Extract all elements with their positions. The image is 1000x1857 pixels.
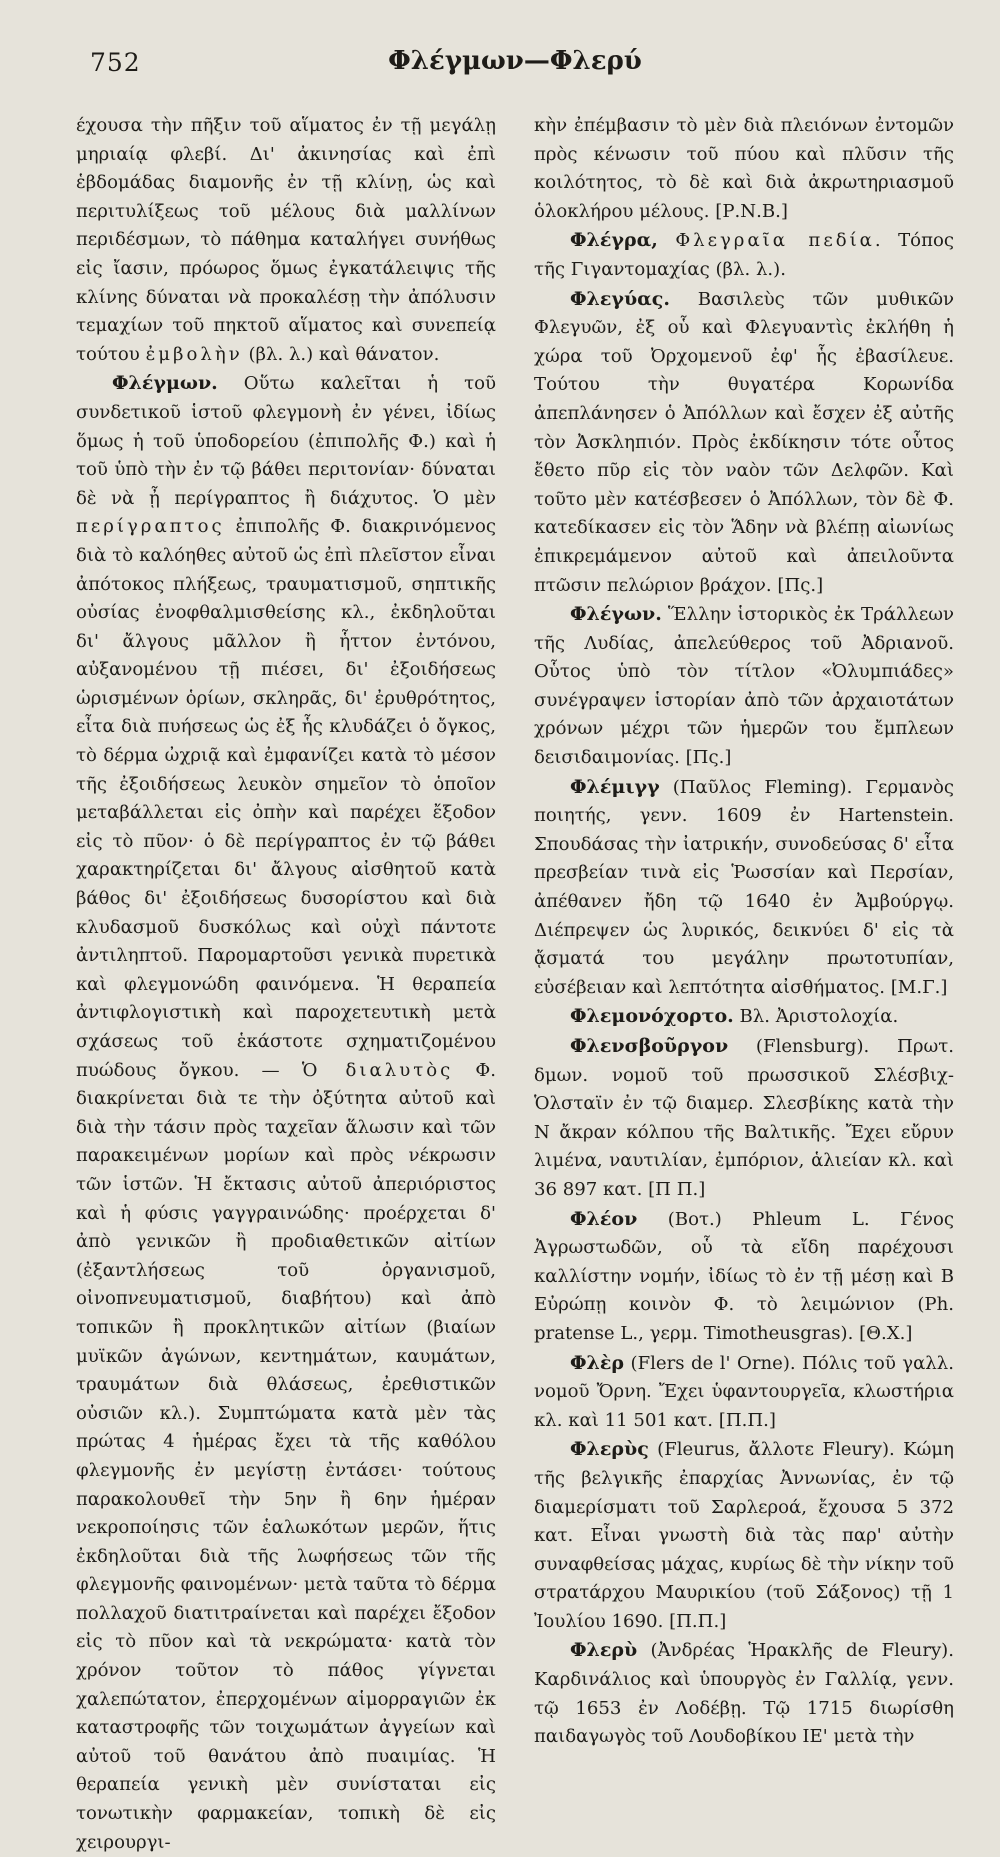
spaced-term: Ὁ διαλυτὸς: [301, 1059, 454, 1081]
entry-text: Ἕλλην ἱστορικὸς ἐκ Τράλλεων τῆς Λυδίας, ἀπελεύθερος τοῦ Ἀδριανοῦ. Οὗτος ὑπὸ τὸν τίτλον «Ὀλυμπιάδες» συνέγραψεν ἱστορίαν ἀπὸ τῶν ἀρχαιοτάτων χρόνων μέχρι τῶν ἡμερῶν του ἔμπλεων δεισιδαιμονίας. [Πς.]: [534, 604, 954, 769]
entry-text: Βλ. Ἀριστολοχία.: [733, 1006, 899, 1028]
entry-text: . Τόπος τῆς Γιγαντομαχίας (βλ. λ.).: [534, 230, 954, 280]
spaced-term: περίγραπτος: [76, 516, 225, 538]
page-header: [76, 40, 954, 90]
running-head: Φλέγμων—Φλερύ: [388, 46, 642, 76]
entry-continuation: [76, 112, 496, 369]
entry-headword: Φλέμιγγ: [570, 775, 660, 798]
entry-text: κὴν ἐπέμβασιν τὸ μὲν διὰ πλειόνων ἐντομῶν πρὸς κένωσιν τοῦ πύου καὶ πλῦσιν τῆς κοιλότητος, τὸ δὲ καὶ διὰ ἀκρωτηριασμοῦ ὁλοκλήρου μέλους. [Ρ.Ν.Β.]: [534, 115, 954, 222]
entry-headword: Φλέγρα,: [570, 229, 658, 252]
entry-fleurus: [534, 1435, 954, 1636]
page-number: 752: [90, 48, 141, 77]
entry-text: Βασιλεὺς τῶν μυθικῶν Φλεγυῶν, ἐξ οὗ καὶ Φλεγυαντὶς ἐκλήθη ἡ χώρα τοῦ Ὀρχομενοῦ ἐφ' ἧς ἐβασίλευε. Τούτου τὴν θυγατέρα Κορωνίδα ἀπεπλάνησεν ὁ Ἀπόλλων καὶ ἔσχεν ἐξ αὐτῆς τὸν Ἀσκληπιόν. Πρὸς ἐκδίκησιν τότε οὗτος ἔθετο πῦρ εἰς τὸν ναὸν τῶν Δελφῶν. Καὶ τοῦτο μὲν κατέσβεσεν ὁ Ἀπόλλων, τὸν δὲ Φ. κατεδίκασεν εἰς τὸν Ἅδην νὰ βλέπῃ αἰωνίως ἐπικρεμάμενον αὐτοῦ καὶ ἀπειλοῦντα πτῶσιν πελώριον βράχον. [Πς.]: [534, 288, 954, 596]
text-columns: [76, 112, 954, 1857]
entry-text: (Flensburg). Πρωτ. δμων. νομοῦ τοῦ πρωσσικοῦ Σλέσβιχ-Ὁλσταϊν ἐν τῷ διαμερ. Σλεσβίκης κατὰ τὴν Ν ἄκραν κόλπου τῆς Βαλτικῆς. Ἔχει εὔρυν λιμένα, ναυτιλίαν, ἐμπόριον, ἁλιείαν κλ. καὶ 36 897 κατ. [Π Π.]: [534, 1036, 954, 1200]
entry-phlegyas: [534, 285, 954, 601]
entry-phlegon: [534, 600, 954, 773]
entry-flensburg: [534, 1032, 954, 1205]
entry-headword: Φλὲρ: [570, 1351, 625, 1374]
entry-phlegmon: [76, 369, 496, 1857]
entry-headword: Φλέγμων.: [112, 372, 218, 395]
entry-text: (Fleurus, ἄλλοτε Fleury). Κώμη τῆς βελγικῆς ἐπαρχίας Ἀννωνίας, ἐν τῷ διαμερίσματι τοῦ Σαρλεροά, ἔχουσα 5 372 κατ. Εἶναι γνωστὴ διὰ τὰς παρ' αὐτὴν συναφθείσας μάχας, κυρίως δὲ τὴν νίκην τοῦ στρατάρχου Μαυρικίου (τοῦ Σάξονος) τῇ 1 Ἰουλίου 1690. [Π.Π.]: [534, 1439, 954, 1632]
entry-headword: Φλέγων.: [570, 603, 662, 626]
entry-headword: Φλερὺς: [570, 1438, 649, 1461]
entry-text: (βλ. λ.) καὶ θάνατον.: [242, 343, 440, 365]
entry-text: (Flers de l' Orne). Πόλις τοῦ γαλλ. νομοῦ Ὄρνη. Ἔχει ὑφαντουργεῖα, κλωστήρια κλ. καὶ 11 501 κατ. [Π.Π.]: [534, 1352, 954, 1431]
left-column: [76, 112, 496, 1857]
entry-phlegra: [534, 226, 954, 284]
entry-text: έχουσα τὴν πῆξιν τοῦ αἵματος ἐν τῇ μεγάλῃ μηριαίᾳ φλεβί. Δι' ἀκινησίας καὶ ἐπὶ ἑβδομάδας διαμονῆς ἐν τῇ κλίνῃ, ὡς καὶ περιτυλίξεως τοῦ μέλους διὰ μαλλίνων περιδέσμων, τὸ πάθημα καταλήγει συνήθως εἰς ἴασιν, πρόωρος ὅμως ἐγκατάλειψις τῆς κλίνης δύναται νὰ προκαλέσῃ τὴν ἀπόλυσιν τεμαχίων τοῦ πηκτοῦ αἵματος καὶ συνεπείᾳ τούτου: [76, 115, 496, 365]
entry-text: Φ. διακρίνεται διὰ τε τὴν ὀξύτητα αὐτοῦ καὶ διὰ τὴν τάσιν πρὸς ταχεῖαν ἅλωσιν καὶ τῶν παρακειμένων μορίων καὶ πρὸς νέκρωσιν τῶν ἱστῶν. Ἡ ἔκτασις αὐτοῦ ἀπεριόριστος καὶ ἡ φύσις γαγγραινώδης· προέρχεται δ' ἀπὸ γενικῶν ἢ προδιαθετικῶν αἰτίων (ἐξαντλήσεως τοῦ ὀργανισμοῦ, οἰνοπνευματισμοῦ, διαβήτου) καὶ ἀπὸ τοπικῶν ἢ προκλητικῶν αἰτίων (βιαίων μυϊκῶν ἀγώνων, κεντημάτων, καυμάτων, τραυμάτων διὰ θλάσεως, ἐρεθιστικῶν οὐσιῶν κλ.). Συμπτώματα κατὰ μὲν τὰς πρώτας 4 ἡμέρας ἔχει τὰ τῆς καθόλου φλεγμονῆς ἐν μεγίστῃ ἐντάσει· τούτους παρακολουθεῖ τὴν 5ην ἢ 6ην ἡμέραν νεκροποίησις τῶν ἑαλωκότων μερῶν, ἥτις ἐκδηλοῦται διὰ τῆς λωφήσεως τῶν τῆς φλεγμονῆς φαινομένων· μετὰ ταῦτα τὸ δέρμα πολλαχοῦ διατιτραίνεται καὶ παρέχει ἔξοδον εἰς τὸ πῦον καὶ τὰ νεκρώματα· κατὰ τὸν χρόνον τοῦτον τὸ πάθος γίγνεται χαλεπώτατον, ἐπερχομένων αἱμορραγιῶν ἐκ καταστροφῆς τῶν τοιχωμάτων ἀγγείων καὶ αὐτοῦ τοῦ θανάτου ἀπὸ πυαιμίας. Ἡ θεραπεία γενικὴ μὲν συνίσταται εἰς τονωτικὴν φαρμακείαν, τοπικὴ δὲ εἰς χειρουργι-: [76, 1059, 496, 1853]
entry-headword: Φλεγύας.: [570, 287, 670, 310]
entry-headword: Φλενσβοῦργον: [570, 1035, 729, 1057]
spaced-term: ἐμβολὴν: [145, 343, 243, 365]
entry-continuation: [534, 112, 954, 226]
right-column: [534, 112, 954, 1857]
entry-headword: Φλερὺ: [570, 1639, 638, 1662]
entry-phleum: [534, 1205, 954, 1349]
entry-headword: Φλέον: [570, 1207, 638, 1230]
entry-text: (Παῦλος Fleming). Γερμανὸς ποιητής, γενν. 1609 ἐν Hartenstein. Σπουδάσας τὴν ἰατρικήν, συνοδεύσας δ' εἶτα πρεσβείαν τινὰ εἰς Ῥωσσίαν καὶ Περσίαν, ἀπέθανεν ἤδη τῷ 1640 ἐν Ἀμβούργῳ. Διέπρεψεν ὡς λυρικός, δεικνύει δ' εἰς τὰ ᾄσματά του μεγάλην πρωτοτυπίαν, εὐσέβειαν καὶ λεπτότητα αἰσθήματος. [Μ.Γ.]: [534, 776, 954, 998]
entry-text: (Βοτ.) Phleum L. Γένος Ἀγρωστωδῶν, οὗ τὰ εἴδη παρέχουσι καλλίστην νομήν, ἰδίως τὸ ἐν τῇ μέσῃ καὶ Β Εὐρώπῃ κοινὸν Φ. τὸ λειμώνιον (Ph. pratense L., γερμ. Timotheusgras). [Θ.Χ.]: [534, 1208, 954, 1344]
entry-headword: Φλεμονόχορτο.: [570, 1005, 734, 1028]
entry-fleming: [534, 773, 954, 1003]
spaced-term: Φλεγραῖα πεδία: [675, 230, 875, 252]
entry-flers: [534, 1349, 954, 1436]
entry-text: Οὕτω καλεῖται ἡ τοῦ συνδετικοῦ ἱστοῦ φλεγμονὴ ἐν γένει, ἰδίως ὅμως ἡ τοῦ ὑποδορείου (ἐπιπολῆς Φ.) καὶ ἡ τοῦ ὑπὸ τὴν ἐν τῷ βάθει περιτονίαν· δύναται δὲ νὰ ᾖ περίγραπτος ἢ διάχυτος. Ὁ μὲν: [76, 373, 496, 509]
entry-fleury: [534, 1636, 954, 1751]
entry-text: (Ἀνδρέας Ἡρακλῆς de Fleury). Καρδινάλιος καὶ ὑπουργὸς ἐν Γαλλίᾳ, γενν. τῷ 1653 ἐν Λοδέβῃ. Τῷ 1715 διωρίσθη παιδαγωγὸς τοῦ Λουδοβίκου ΙΕ' μετὰ τὴν: [534, 1640, 954, 1748]
entry-phlemonochorto: [534, 1002, 954, 1032]
entry-text: ἐπιπολῆς Φ. διακρινόμενος διὰ τὸ καλόηθες αὐτοῦ ὡς ἐπὶ πλεῖστον εἶναι ἀπότοκος πλήξεως, τραυματισμοῦ, σηπτικῆς οὐσίας ἐνοφθαλμισθείσης κλ., ἐκδηλοῦται δι' ἄλγους μᾶλλον ἢ ἧττον ἐντόνου, αὐξανομένου τῇ πιέσει, δι' ἐξοιδήσεως ὡρισμένων ὁρίων, σκληρᾶς, δι' ἐρυθρότητος, εἶτα διὰ πυήσεως ὡς ἐξ ἧς κλυδάζει ὁ ὄγκος, τὸ δέρμα ὠχριᾷ καὶ ἐμφανίζει κατὰ τὸ μέσον τῆς ἐξοιδήσεως λευκὸν σημεῖον τὸ ὁποῖον μεταβάλλεται εἰς ὀπὴν καὶ παρέχει ἔξοδον εἰς τὸ πῦον· ὁ δὲ περίγραπτος ἐν τῷ βάθει χαρακτηρίζεται δι' ἄλγους αἰσθητοῦ κατὰ βάθος δι' ἐξοιδήσεως δυσορίστου καὶ διὰ κλυδασμοῦ δυσκόλως καὶ οὐχὶ πάντοτε ἀντιληπτοῦ. Παρομαρτοῦσι γενικὰ πυρετικὰ καὶ φλεγμονώδη φαινόμενα. Ἡ θεραπεία ἀντιφλογιστικὴ καὶ παροχετευτικὴ μετὰ σχάσεως τοῦ ἑκάστοτε σχηματιζομένου πυώδους ὄγκου. —: [76, 516, 496, 1081]
